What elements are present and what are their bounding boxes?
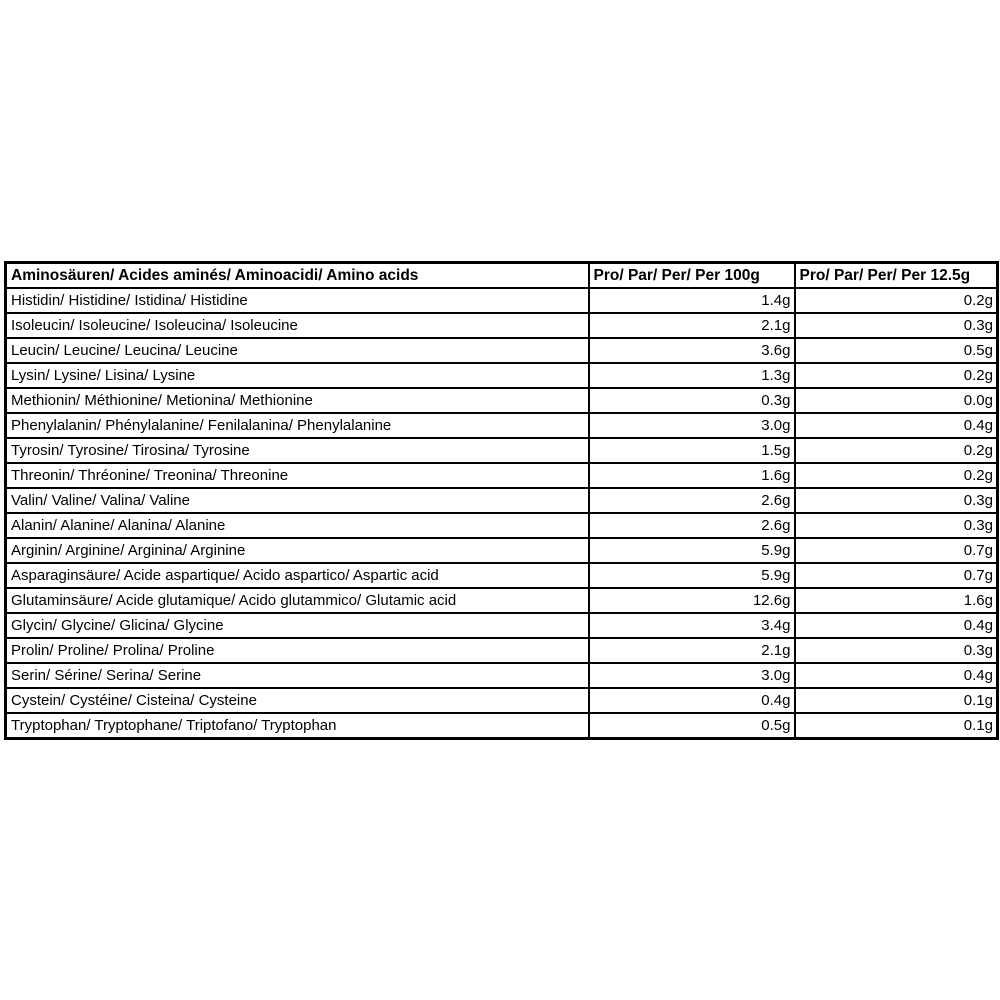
per-12-5g-value: 0.3g [795,313,998,338]
amino-acid-name: Threonin/ Thréonine/ Treonina/ Threonine [6,463,589,488]
per-100g-value: 0.5g [589,713,795,739]
table-row [6,613,998,638]
column-header-amino-acids: Aminosäuren/ Acides aminés/ Aminoacidi/ Amino acids [6,263,589,289]
table-row [6,463,998,488]
amino-acid-name: Alanin/ Alanine/ Alanina/ Alanine [6,513,589,538]
per-100g-value: 3.0g [589,413,795,438]
amino-acid-name: Prolin/ Proline/ Prolina/ Proline [6,638,589,663]
table-row [6,713,998,739]
per-12-5g-value: 0.2g [795,288,998,313]
table-row [6,563,998,588]
per-100g-value: 1.4g [589,288,795,313]
per-12-5g-value: 0.1g [795,713,998,739]
table-row [6,663,998,688]
per-100g-value: 5.9g [589,563,795,588]
per-100g-value: 12.6g [589,588,795,613]
per-12-5g-value: 0.4g [795,613,998,638]
per-100g-value: 2.6g [589,488,795,513]
per-12-5g-value: 0.3g [795,513,998,538]
per-100g-value: 1.3g [589,363,795,388]
table-row [6,488,998,513]
amino-acids-table [4,261,999,740]
per-12-5g-value: 0.3g [795,488,998,513]
amino-acid-name: Serin/ Sérine/ Serina/ Serine [6,663,589,688]
column-header-per-12-5g: Pro/ Par/ Per/ Per 12.5g [795,263,998,289]
amino-acid-name: Leucin/ Leucine/ Leucina/ Leucine [6,338,589,363]
per-100g-value: 5.9g [589,538,795,563]
table-row [6,363,998,388]
per-100g-value: 3.4g [589,613,795,638]
table-row [6,638,998,663]
table-row [6,438,998,463]
amino-acid-name: Lysin/ Lysine/ Lisina/ Lysine [6,363,589,388]
per-100g-value: 2.1g [589,313,795,338]
per-100g-value: 2.1g [589,638,795,663]
per-12-5g-value: 0.7g [795,563,998,588]
table-row [6,388,998,413]
per-12-5g-value: 0.0g [795,388,998,413]
table-row [6,688,998,713]
table-row [6,588,998,613]
amino-acid-name: Methionin/ Méthionine/ Metionina/ Methionine [6,388,589,413]
amino-acid-name: Glycin/ Glycine/ Glicina/ Glycine [6,613,589,638]
per-12-5g-value: 0.4g [795,663,998,688]
per-12-5g-value: 0.3g [795,638,998,663]
table-row [6,538,998,563]
table-row [6,288,998,313]
per-12-5g-value: 0.7g [795,538,998,563]
column-header-per-100g: Pro/ Par/ Per/ Per 100g [589,263,795,289]
per-12-5g-value: 0.2g [795,463,998,488]
per-100g-value: 3.6g [589,338,795,363]
amino-acid-name: Tyrosin/ Tyrosine/ Tirosina/ Tyrosine [6,438,589,463]
table-header-row [6,263,998,289]
amino-acid-name: Valin/ Valine/ Valina/ Valine [6,488,589,513]
amino-acid-name: Tryptophan/ Tryptophane/ Triptofano/ Tryptophan [6,713,589,739]
amino-acid-name: Asparaginsäure/ Acide aspartique/ Acido aspartico/ Aspartic acid [6,563,589,588]
per-100g-value: 0.3g [589,388,795,413]
per-100g-value: 3.0g [589,663,795,688]
amino-acid-name: Histidin/ Histidine/ Istidina/ Histidine [6,288,589,313]
per-12-5g-value: 0.5g [795,338,998,363]
per-100g-value: 0.4g [589,688,795,713]
per-12-5g-value: 0.2g [795,438,998,463]
per-12-5g-value: 1.6g [795,588,998,613]
table-row [6,313,998,338]
per-100g-value: 2.6g [589,513,795,538]
table-row [6,413,998,438]
amino-acid-name: Glutaminsäure/ Acide glutamique/ Acido glutammico/ Glutamic acid [6,588,589,613]
amino-acid-name: Arginin/ Arginine/ Arginina/ Arginine [6,538,589,563]
per-12-5g-value: 0.1g [795,688,998,713]
amino-acid-name: Isoleucin/ Isoleucine/ Isoleucina/ Isoleucine [6,313,589,338]
per-12-5g-value: 0.4g [795,413,998,438]
per-100g-value: 1.6g [589,463,795,488]
table-row [6,338,998,363]
amino-acid-name: Phenylalanin/ Phénylalanine/ Fenilalanina/ Phenylalanine [6,413,589,438]
amino-acid-name: Cystein/ Cystéine/ Cisteina/ Cysteine [6,688,589,713]
table-row [6,513,998,538]
per-100g-value: 1.5g [589,438,795,463]
per-12-5g-value: 0.2g [795,363,998,388]
